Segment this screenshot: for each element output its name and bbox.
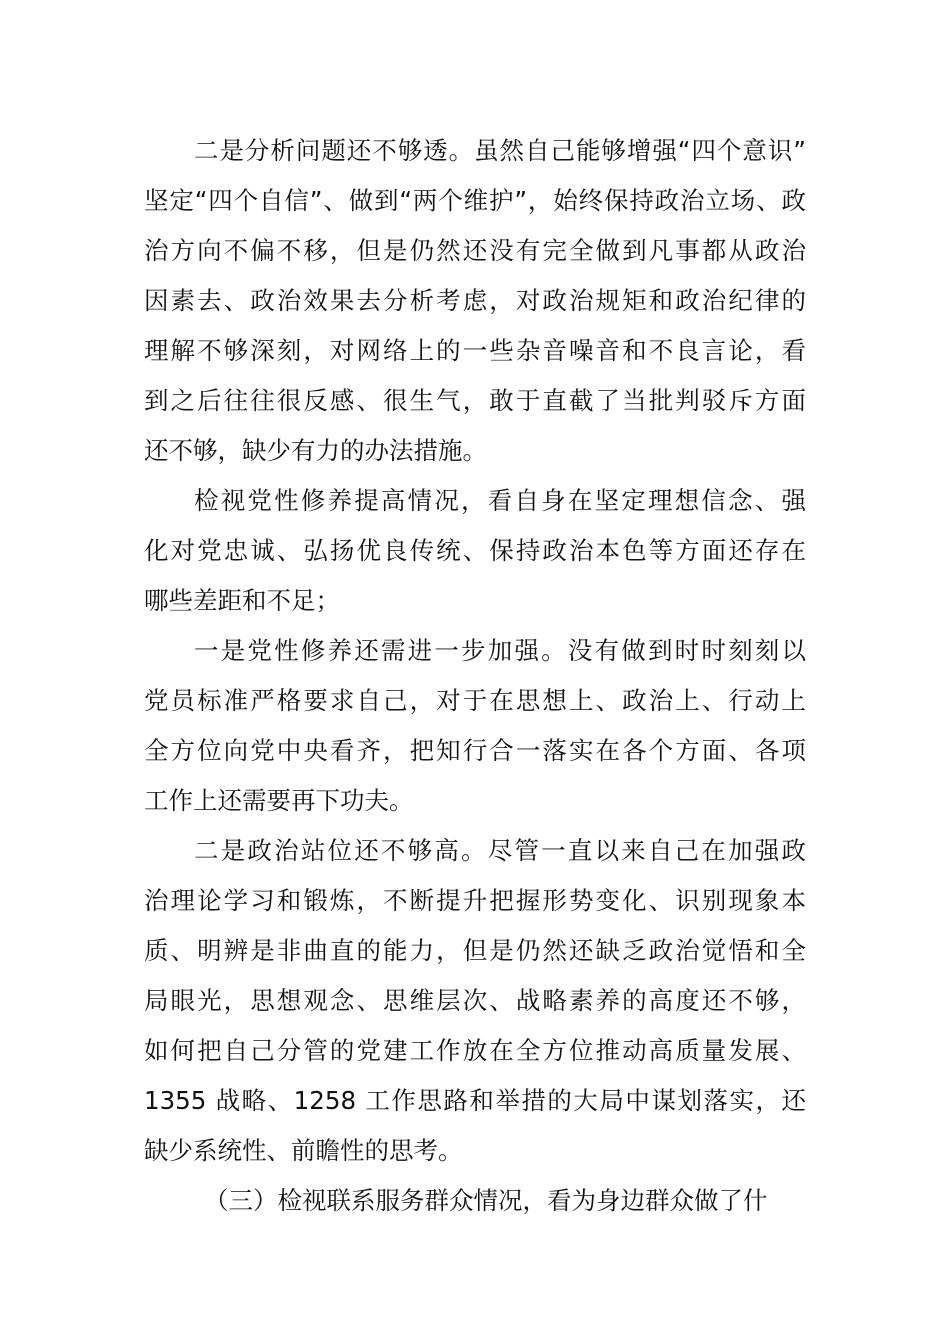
paragraph-4-line-5: 如何把自己分管的党建工作放在全方位推动高质量发展、 [144, 1036, 806, 1065]
document-body [144, 126, 806, 1226]
paragraph-4-line-7: 缺少系统性、前瞻性的思考。 [144, 1136, 463, 1165]
paragraph-1-line-4: 因素去、政治效果去分析考虑，对政治规矩和政治纪律的 [144, 286, 806, 315]
paragraph-4-line-2: 治理论学习和锻炼，不断提升把握形势变化、识别现象本 [144, 886, 806, 915]
section-heading-3: （三）检视联系服务群众情况，看为身边群众做了什 [204, 1186, 768, 1215]
paragraph-4-line-1: 二是政治站位还不够高。尽管一直以来自己在加强政 [194, 836, 806, 865]
paragraph-1-line-5: 理解不够深刻，对网络上的一些杂音噪音和不良言论，看 [144, 336, 806, 365]
paragraph-1-line-3: 治方向不偏不移，但是仍然还没有完全做到凡事都从政治 [144, 236, 806, 265]
paragraph-2-line-3: 哪些差距和不足； [144, 586, 340, 615]
paragraph-3-line-3: 全方位向党中央看齐，把知行合一落实在各个方面、各项 [144, 736, 806, 765]
paragraph-1-line-1: 二是分析问题还不够透。虽然自己能够增强“四个意识” [194, 136, 806, 165]
paragraph-1-line-7: 还不够，缺少有力的办法措施。 [144, 436, 487, 465]
paragraph-3-line-2: 党员标准严格要求自己，对于在思想上、政治上、行动上 [144, 686, 806, 715]
paragraph-3-line-1: 一是党性修养还需进一步加强。没有做到时时刻刻以 [194, 636, 806, 665]
paragraph-1-line-2: 坚定“四个自信”、做到“两个维护”，始终保持政治立场、政 [144, 186, 806, 215]
paragraph-4-line-6: 1355 战略、1258 工作思路和举措的大局中谋划落实，还 [144, 1086, 806, 1115]
paragraph-2-line-1: 检视党性修养提高情况，看自身在坚定理想信念、强 [194, 486, 806, 515]
paragraph-2-line-2: 化对党忠诚、弘扬优良传统、保持政治本色等方面还存在 [144, 536, 806, 565]
paragraph-4-line-4: 局眼光，思想观念、思维层次、战略素养的高度还不够， [144, 986, 806, 1015]
paragraph-4-line-3: 质、明辨是非曲直的能力，但是仍然还缺乏政治觉悟和全 [144, 936, 806, 965]
paragraph-1-line-6: 到之后往往很反感、很生气，敢于直截了当批判驳斥方面 [144, 386, 806, 415]
paragraph-3-line-4: 工作上还需要再下功夫。 [144, 786, 414, 815]
